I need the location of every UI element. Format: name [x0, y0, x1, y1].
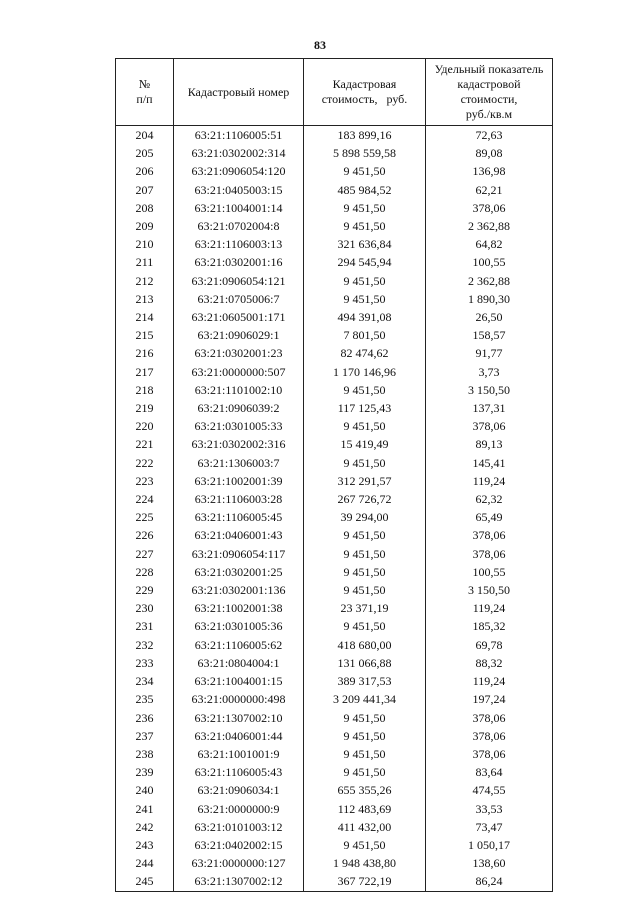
table-row — [116, 636, 553, 654]
cadastral-value-cell: 7 801,50 — [304, 326, 426, 344]
cadastral-number-cell: 63:21:1106005:43 — [174, 763, 304, 781]
cadastral-number-cell: 63:21:0302002:314 — [174, 144, 304, 162]
row-number-cell: 241 — [116, 800, 174, 818]
specific-indicator-cell: 3,73 — [426, 363, 553, 381]
cadastral-value-cell: 9 451,50 — [304, 545, 426, 563]
cadastral-number-cell: 63:21:1001001:9 — [174, 745, 304, 763]
header-specific-indicator — [426, 59, 553, 126]
table-row — [116, 709, 553, 727]
specific-indicator-cell: 1 050,17 — [426, 836, 553, 854]
table-row — [116, 308, 553, 326]
cadastral-number-cell: 63:21:1101002:10 — [174, 381, 304, 399]
specific-indicator-cell: 2 362,88 — [426, 272, 553, 290]
specific-indicator-cell: 33,53 — [426, 800, 553, 818]
cadastral-number-cell: 63:21:0000000:498 — [174, 690, 304, 708]
cadastral-value-cell: 9 451,50 — [304, 526, 426, 544]
cadastral-value-cell: 1 170 146,96 — [304, 363, 426, 381]
cadastral-value-cell: 312 291,57 — [304, 472, 426, 490]
cadastral-number-cell: 63:21:0000000:9 — [174, 800, 304, 818]
cadastral-number-cell: 63:21:0906039:2 — [174, 399, 304, 417]
specific-indicator-cell: 3 150,50 — [426, 381, 553, 399]
table-row — [116, 781, 553, 799]
row-number-cell: 210 — [116, 235, 174, 253]
page-number: 83 — [314, 38, 326, 52]
cadastral-number-cell: 63:21:1307002:12 — [174, 872, 304, 891]
row-number-cell: 208 — [116, 199, 174, 217]
table-row — [116, 581, 553, 599]
cadastral-value-cell: 23 371,19 — [304, 599, 426, 617]
table-row — [116, 381, 553, 399]
row-number-cell: 238 — [116, 745, 174, 763]
row-number-cell: 207 — [116, 181, 174, 199]
cadastral-value-cell: 9 451,50 — [304, 454, 426, 472]
cadastral-value-cell: 9 451,50 — [304, 581, 426, 599]
row-number-cell: 233 — [116, 654, 174, 672]
table-row — [116, 800, 553, 818]
specific-indicator-cell: 2 362,88 — [426, 217, 553, 235]
specific-indicator-cell: 62,21 — [426, 181, 553, 199]
row-number-cell: 204 — [116, 126, 174, 145]
table-row — [116, 181, 553, 199]
cadastral-value-cell: 1 948 438,80 — [304, 854, 426, 872]
table-row — [116, 326, 553, 344]
row-number-cell: 239 — [116, 763, 174, 781]
specific-indicator-cell: 138,60 — [426, 854, 553, 872]
table-header — [116, 59, 553, 126]
specific-indicator-cell: 86,24 — [426, 872, 553, 891]
cadastral-value-cell: 9 451,50 — [304, 563, 426, 581]
cadastral-number-cell: 63:21:1106005:45 — [174, 508, 304, 526]
cadastral-number-cell: 63:21:0906054:121 — [174, 272, 304, 290]
cadastral-number-cell: 63:21:0402002:15 — [174, 836, 304, 854]
cadastral-value-cell: 494 391,08 — [304, 308, 426, 326]
row-number-cell: 206 — [116, 162, 174, 180]
cadastral-number-cell: 63:21:1106005:51 — [174, 126, 304, 145]
cadastral-value-cell: 267 726,72 — [304, 490, 426, 508]
table-row — [116, 344, 553, 362]
table-row — [116, 235, 553, 253]
row-number-cell: 228 — [116, 563, 174, 581]
cadastral-value-cell: 9 451,50 — [304, 199, 426, 217]
header-cadastral-value — [304, 59, 426, 126]
cadastral-number-cell: 63:21:0906029:1 — [174, 326, 304, 344]
cadastral-number-cell: 63:21:0702004:8 — [174, 217, 304, 235]
cadastral-value-cell: 655 355,26 — [304, 781, 426, 799]
specific-indicator-cell: 378,06 — [426, 745, 553, 763]
cadastral-number-cell: 63:21:1306003:7 — [174, 454, 304, 472]
cadastral-table — [115, 58, 553, 892]
table-row — [116, 526, 553, 544]
row-number-cell: 231 — [116, 617, 174, 635]
cadastral-value-cell: 367 722,19 — [304, 872, 426, 891]
cadastral-value-cell: 9 451,50 — [304, 745, 426, 763]
table-row — [116, 199, 553, 217]
table-row — [116, 290, 553, 308]
table-row — [116, 690, 553, 708]
cadastral-value-cell: 9 451,50 — [304, 162, 426, 180]
table-row — [116, 563, 553, 581]
specific-indicator-cell: 474,55 — [426, 781, 553, 799]
cadastral-number-cell: 63:21:0302001:16 — [174, 253, 304, 271]
row-number-cell: 243 — [116, 836, 174, 854]
row-number-cell: 236 — [116, 709, 174, 727]
table-row — [116, 654, 553, 672]
table-row — [116, 836, 553, 854]
table-row — [116, 727, 553, 745]
table-row — [116, 763, 553, 781]
cadastral-value-cell: 117 125,43 — [304, 399, 426, 417]
table-row — [116, 599, 553, 617]
cadastral-value-cell: 418 680,00 — [304, 636, 426, 654]
cadastral-number-cell: 63:21:0301005:33 — [174, 417, 304, 435]
specific-indicator-cell: 378,06 — [426, 417, 553, 435]
specific-indicator-cell: 158,57 — [426, 326, 553, 344]
cadastral-number-cell: 63:21:0804004:1 — [174, 654, 304, 672]
cadastral-value-cell: 9 451,50 — [304, 727, 426, 745]
table-row — [116, 363, 553, 381]
row-number-cell: 223 — [116, 472, 174, 490]
table-row — [116, 435, 553, 453]
specific-indicator-cell: 26,50 — [426, 308, 553, 326]
row-number-cell: 230 — [116, 599, 174, 617]
header-cadastral-number — [174, 59, 304, 126]
table-row — [116, 545, 553, 563]
cadastral-number-cell: 63:21:0906034:1 — [174, 781, 304, 799]
specific-indicator-cell: 119,24 — [426, 672, 553, 690]
header-num-line: п/п — [136, 92, 153, 106]
table-row — [116, 472, 553, 490]
specific-indicator-cell: 1 890,30 — [426, 290, 553, 308]
table-body — [116, 126, 553, 892]
table-row — [116, 253, 553, 271]
cadastral-number-cell: 63:21:0302001:23 — [174, 344, 304, 362]
table-row — [116, 818, 553, 836]
specific-indicator-cell: 119,24 — [426, 472, 553, 490]
cadastral-number-cell: 63:21:0000000:507 — [174, 363, 304, 381]
cadastral-value-cell: 39 294,00 — [304, 508, 426, 526]
cadastral-value-cell: 183 899,16 — [304, 126, 426, 145]
specific-indicator-cell: 89,08 — [426, 144, 553, 162]
cadastral-value-cell: 5 898 559,58 — [304, 144, 426, 162]
specific-indicator-cell: 197,24 — [426, 690, 553, 708]
row-number-cell: 205 — [116, 144, 174, 162]
row-number-cell: 225 — [116, 508, 174, 526]
cadastral-number-cell: 63:21:0906054:120 — [174, 162, 304, 180]
specific-indicator-cell: 378,06 — [426, 727, 553, 745]
header-cadastral-value-line: Кадастровая — [332, 77, 397, 91]
cadastral-number-cell: 63:21:1106003:28 — [174, 490, 304, 508]
header-cadastral-number-text: Кадастровый номер — [187, 84, 290, 99]
table-row — [116, 490, 553, 508]
cadastral-value-cell: 9 451,50 — [304, 417, 426, 435]
cadastral-number-cell: 63:21:1004001:14 — [174, 199, 304, 217]
cadastral-value-cell: 9 451,50 — [304, 617, 426, 635]
cadastral-number-cell: 63:21:1106005:62 — [174, 636, 304, 654]
cadastral-value-cell: 485 984,52 — [304, 181, 426, 199]
cadastral-value-cell: 9 451,50 — [304, 272, 426, 290]
row-number-cell: 221 — [116, 435, 174, 453]
cadastral-value-cell: 9 451,50 — [304, 381, 426, 399]
row-number-cell: 229 — [116, 581, 174, 599]
row-number-cell: 227 — [116, 545, 174, 563]
cadastral-value-cell: 294 545,94 — [304, 253, 426, 271]
specific-indicator-cell: 88,32 — [426, 654, 553, 672]
specific-indicator-cell: 73,47 — [426, 818, 553, 836]
cadastral-value-cell: 3 209 441,34 — [304, 690, 426, 708]
cadastral-value-cell: 411 432,00 — [304, 818, 426, 836]
cadastral-number-cell: 63:21:0405003:15 — [174, 181, 304, 199]
cadastral-number-cell: 63:21:0302001:136 — [174, 581, 304, 599]
table-row — [116, 672, 553, 690]
table-row — [116, 508, 553, 526]
table-row — [116, 399, 553, 417]
table-row — [116, 162, 553, 180]
table-row — [116, 217, 553, 235]
specific-indicator-cell: 145,41 — [426, 454, 553, 472]
row-number-cell: 240 — [116, 781, 174, 799]
specific-indicator-cell: 100,55 — [426, 563, 553, 581]
cadastral-number-cell: 63:21:0301005:36 — [174, 617, 304, 635]
cadastral-value-cell: 9 451,50 — [304, 217, 426, 235]
cadastral-value-cell: 9 451,50 — [304, 709, 426, 727]
header-specific-indicator-line: кадастровой — [457, 77, 521, 91]
specific-indicator-cell: 65,49 — [426, 508, 553, 526]
row-number-cell: 237 — [116, 727, 174, 745]
row-number-cell: 218 — [116, 381, 174, 399]
cadastral-value-cell: 112 483,69 — [304, 800, 426, 818]
row-number-cell: 232 — [116, 636, 174, 654]
table-row — [116, 745, 553, 763]
cadastral-number-cell: 63:21:1002001:38 — [174, 599, 304, 617]
cadastral-value-cell: 389 317,53 — [304, 672, 426, 690]
cadastral-number-cell: 63:21:1106003:13 — [174, 235, 304, 253]
cadastral-number-cell: 63:21:0906054:117 — [174, 545, 304, 563]
table-row — [116, 144, 553, 162]
cadastral-number-cell: 63:21:0302002:316 — [174, 435, 304, 453]
specific-indicator-cell: 83,64 — [426, 763, 553, 781]
cadastral-number-cell: 63:21:0101003:12 — [174, 818, 304, 836]
table-row — [116, 417, 553, 435]
cadastral-number-cell: 63:21:0605001:171 — [174, 308, 304, 326]
cadastral-value-cell: 9 451,50 — [304, 836, 426, 854]
specific-indicator-cell: 119,24 — [426, 599, 553, 617]
header-num — [116, 59, 174, 126]
row-number-cell: 234 — [116, 672, 174, 690]
row-number-cell: 226 — [116, 526, 174, 544]
row-number-cell: 245 — [116, 872, 174, 891]
specific-indicator-cell: 100,55 — [426, 253, 553, 271]
specific-indicator-cell: 378,06 — [426, 199, 553, 217]
row-number-cell: 224 — [116, 490, 174, 508]
header-specific-indicator-line: руб./кв.м — [465, 107, 513, 121]
row-number-cell: 220 — [116, 417, 174, 435]
row-number-cell: 235 — [116, 690, 174, 708]
row-number-cell: 215 — [116, 326, 174, 344]
cadastral-value-cell: 131 066,88 — [304, 654, 426, 672]
header-row — [116, 59, 553, 126]
cadastral-value-cell: 9 451,50 — [304, 763, 426, 781]
cadastral-number-cell: 63:21:0000000:127 — [174, 854, 304, 872]
cadastral-number-cell: 63:21:1307002:10 — [174, 709, 304, 727]
cadastral-number-cell: 63:21:1002001:39 — [174, 472, 304, 490]
table-row — [116, 454, 553, 472]
specific-indicator-cell: 91,77 — [426, 344, 553, 362]
specific-indicator-cell: 69,78 — [426, 636, 553, 654]
table-row — [116, 872, 553, 891]
row-number-cell: 211 — [116, 253, 174, 271]
cadastral-number-cell: 63:21:0302001:25 — [174, 563, 304, 581]
cadastral-value-cell: 321 636,84 — [304, 235, 426, 253]
cadastral-value-cell: 15 419,49 — [304, 435, 426, 453]
specific-indicator-cell: 62,32 — [426, 490, 553, 508]
cadastral-number-cell: 63:21:0406001:44 — [174, 727, 304, 745]
specific-indicator-cell: 378,06 — [426, 545, 553, 563]
specific-indicator-cell: 137,31 — [426, 399, 553, 417]
table-row — [116, 126, 553, 145]
row-number-cell: 216 — [116, 344, 174, 362]
row-number-cell: 209 — [116, 217, 174, 235]
specific-indicator-cell: 378,06 — [426, 526, 553, 544]
row-number-cell: 242 — [116, 818, 174, 836]
specific-indicator-cell: 378,06 — [426, 709, 553, 727]
cadastral-number-cell: 63:21:0406001:43 — [174, 526, 304, 544]
row-number-cell: 213 — [116, 290, 174, 308]
header-cadastral-value-line: стоимость, руб. — [321, 92, 408, 106]
specific-indicator-cell: 185,32 — [426, 617, 553, 635]
header-specific-indicator-line: Удельный показатель — [434, 62, 544, 76]
row-number-cell: 219 — [116, 399, 174, 417]
specific-indicator-cell: 136,98 — [426, 162, 553, 180]
table-row — [116, 272, 553, 290]
table-row — [116, 854, 553, 872]
header-num-line: № — [138, 77, 151, 91]
table-row — [116, 617, 553, 635]
row-number-cell: 244 — [116, 854, 174, 872]
row-number-cell: 222 — [116, 454, 174, 472]
specific-indicator-cell: 64,82 — [426, 235, 553, 253]
cadastral-value-cell: 82 474,62 — [304, 344, 426, 362]
header-specific-indicator-line: стоимости, — [460, 92, 518, 106]
cadastral-number-cell: 63:21:1004001:15 — [174, 672, 304, 690]
specific-indicator-cell: 72,63 — [426, 126, 553, 145]
specific-indicator-cell: 3 150,50 — [426, 581, 553, 599]
cadastral-value-cell: 9 451,50 — [304, 290, 426, 308]
row-number-cell: 214 — [116, 308, 174, 326]
row-number-cell: 217 — [116, 363, 174, 381]
specific-indicator-cell: 89,13 — [426, 435, 553, 453]
cadastral-number-cell: 63:21:0705006:7 — [174, 290, 304, 308]
row-number-cell: 212 — [116, 272, 174, 290]
